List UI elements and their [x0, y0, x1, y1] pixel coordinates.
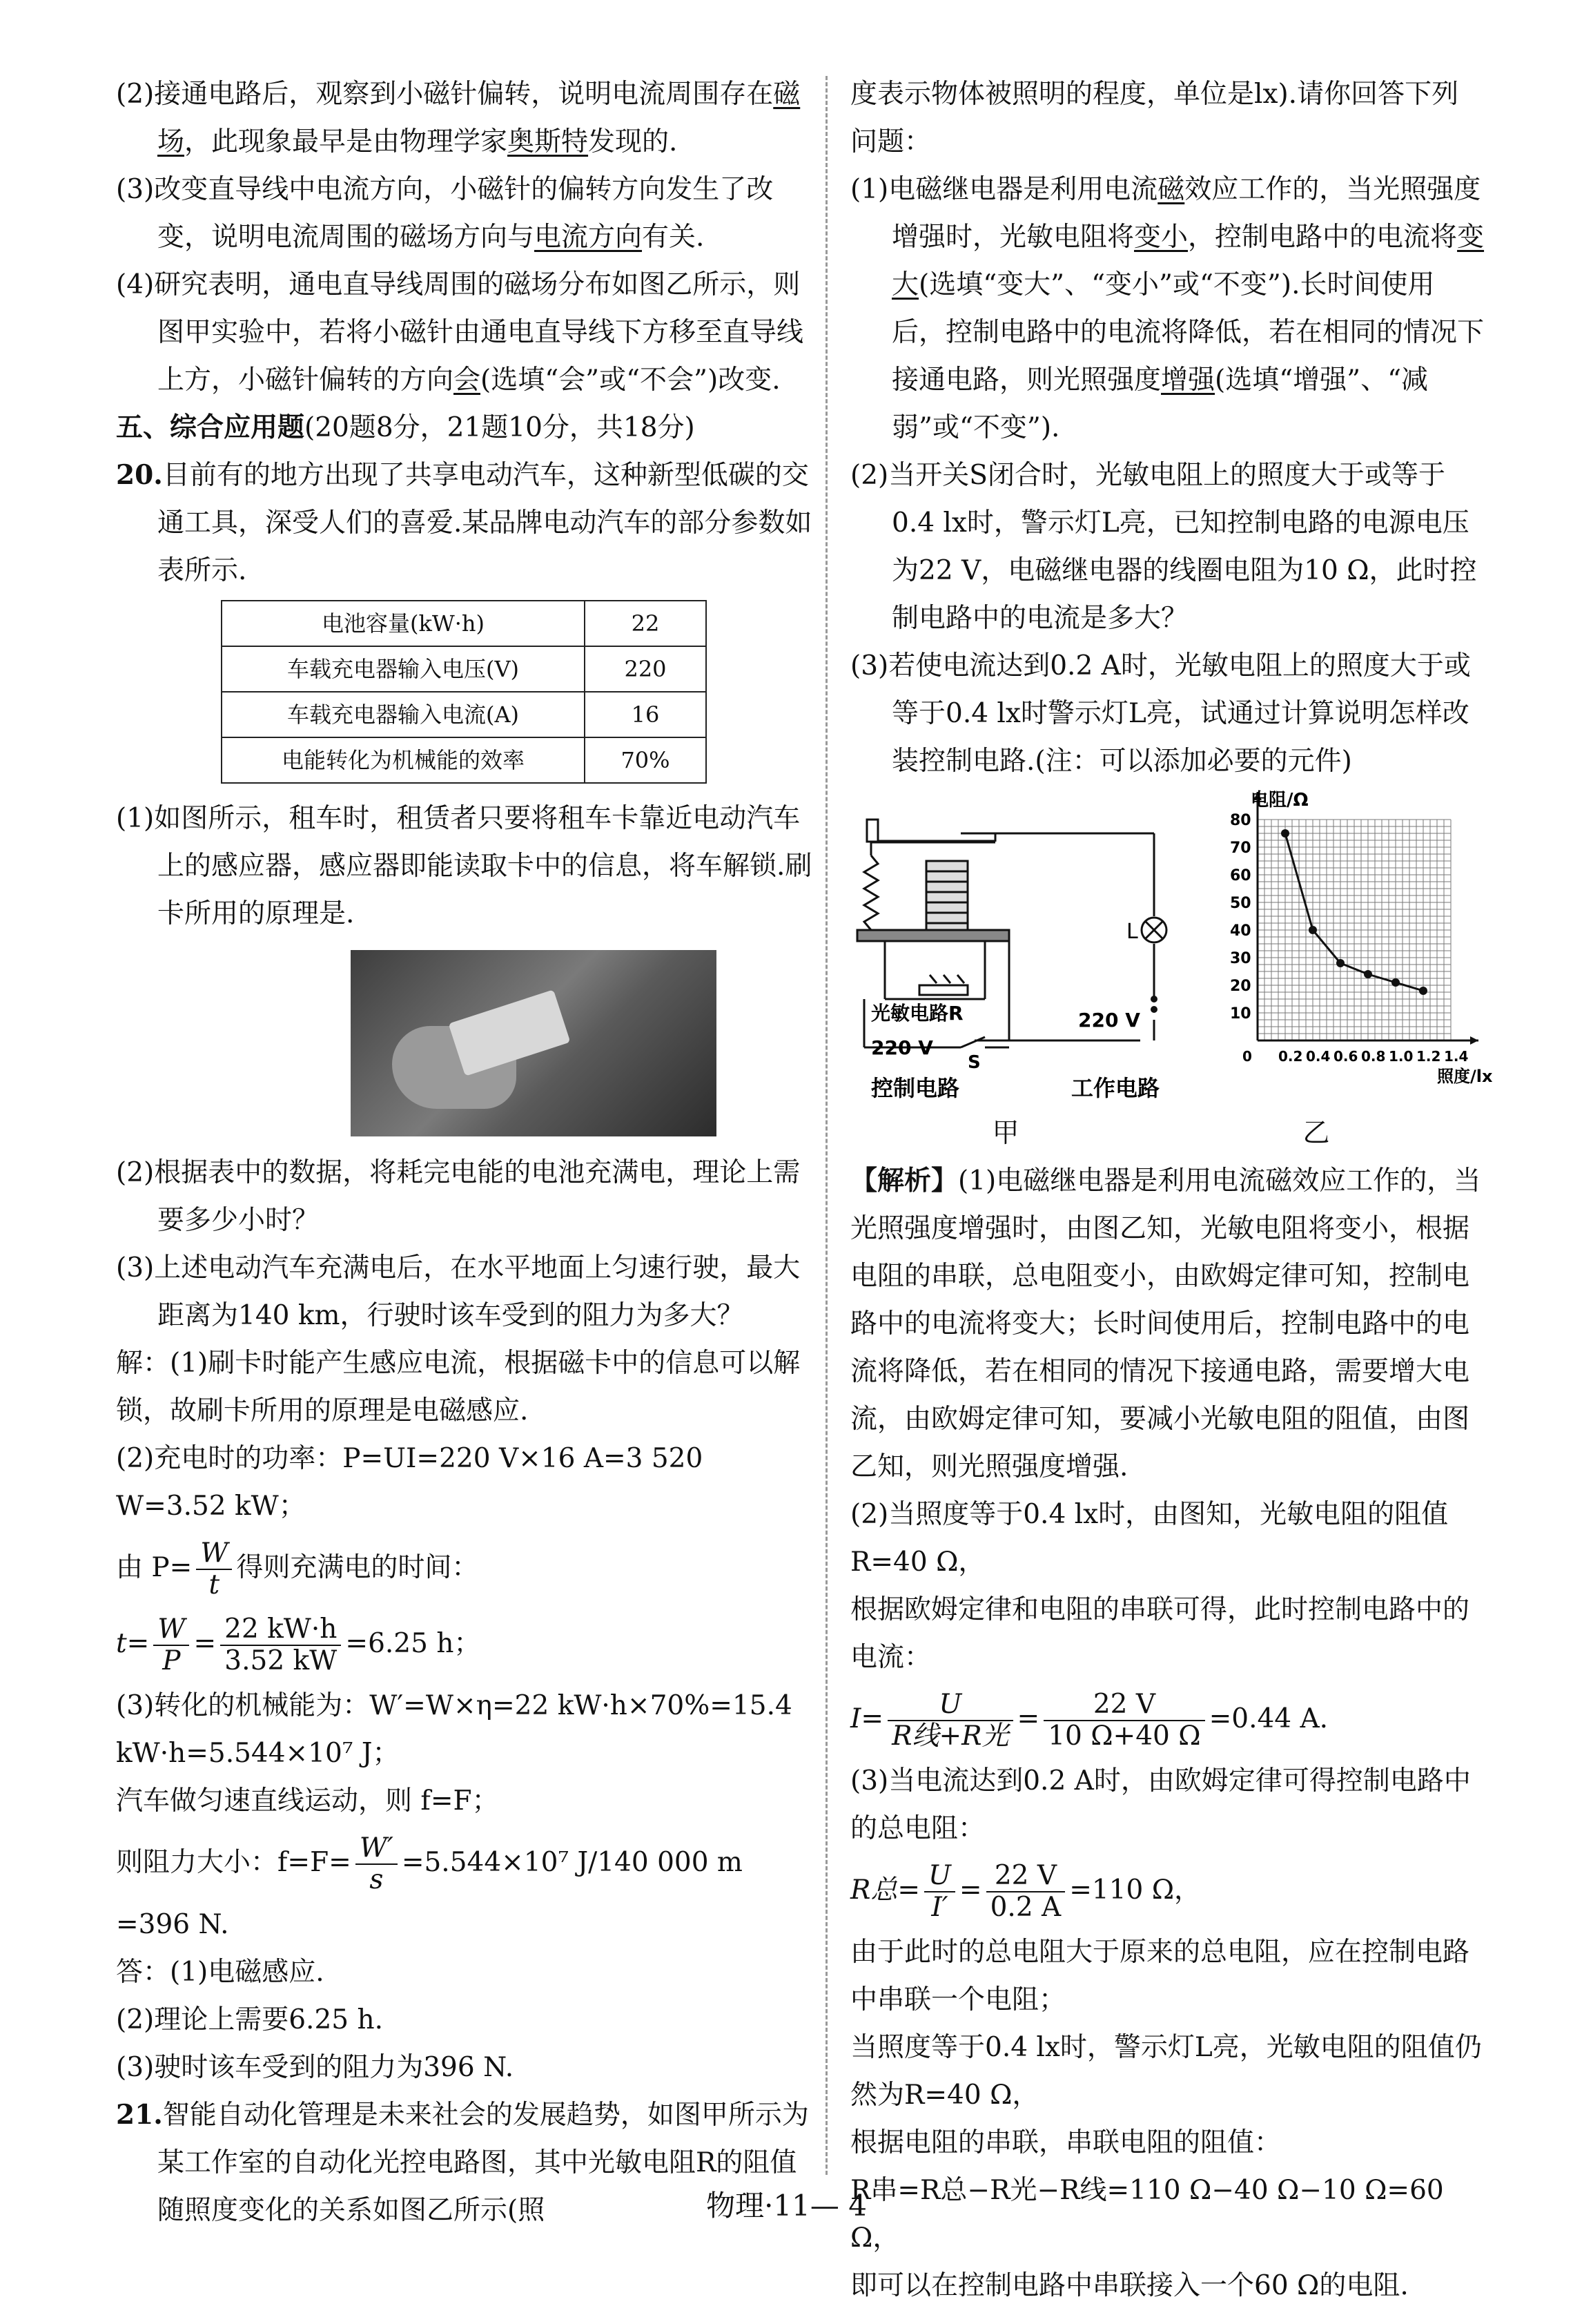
label-work-circuit: 工作电路 — [1071, 1075, 1160, 1101]
photoresistor — [919, 985, 968, 995]
q19-part4: (4)研究表明，通电直导线周围的磁场分布如图乙所示，则图甲实验中，若将小磁针由通电直导线下方移至直导线上方，小磁针偏转的方向会(选填“会”或“不会”)改变. — [116, 269, 804, 396]
resistance-chart — [1209, 778, 1499, 1103]
right-column — [850, 70, 1493, 2310]
q19-answer-direction: 电流方向 — [534, 222, 643, 253]
answer-line-1: 答：(1)电磁感应. — [116, 1957, 324, 1988]
solution-2b: 由 P= $\frac{W}{t}$ 得则充满电的时间： — [116, 1538, 479, 1600]
analysis-1: 【解析】(1)电磁继电器是利用电流磁效应工作的，当光照强度增强时，由图乙知，光敏电阻将变小，根据电阻的串联，总电阻变小，由欧姆定律可知，控制电路中的电流将变大；长时间使用后，控制电路中的电流将降低，若在相同的情况下接通电路，需要增大电流，由欧姆定律可知，要减小光敏电阻的阻值，由图乙知，则光照强度增强. — [850, 1165, 1481, 1482]
x-tick-label: 1.4 — [1444, 1048, 1469, 1065]
analysis-3f: R串=R总−R光−R线=110 Ω−40 Ω−10 Ω=60 Ω， — [850, 2175, 1444, 2254]
solution-2c: t= $\frac{W}{P}$ = $\frac{22 kW\cdot h}{3.52 kW}$ =6.25 h； — [116, 1614, 481, 1676]
q20-stem: 20.目前有的地方出现了共享电动汽车，这种新型低碳的交通工具，深受人们的喜爱.某品牌电动汽车的部分参数如表所示. — [116, 459, 812, 586]
data-point — [1281, 829, 1289, 837]
analysis-3c: 由于此时的总电阻大于原来的总电阻，应在控制电路中串联一个电阻； — [850, 1937, 1470, 2015]
analysis-3d: 当照度等于0.4 lx时，警示灯L亮，光敏电阻的阻值仍然为R=40 Ω， — [850, 2032, 1482, 2111]
y-tick-label: 30 — [1230, 950, 1251, 967]
q21-stem: 21.智能自动化管理是未来社会的发展趋势，如图甲所示为某工作室的自动化光控电路图，其中光敏电阻R的阻值随照度变化的关系如图乙所示(照 — [116, 2099, 809, 2226]
x-tick-label: 0.4 — [1306, 1048, 1331, 1065]
q21-stem-continued: 度表示物体被照明的程度，单位是lx).请你回答下列问题： — [850, 79, 1459, 157]
table-row: 电池容量(kW·h) 22 — [222, 601, 706, 646]
y-tick-label: 10 — [1230, 1005, 1251, 1023]
q21-part1: (1)电磁继电器是利用电流磁效应工作的，当光照强度增强时，光敏电阻将变小，控制电路中的电流将变大(选填“变大”、“变小”或“不变”).长时间使用后，控制电路中的电流将降低，若在相同的情况下接通电路，则光照强度增强(选填“增强”、“减弱”或“不变”). — [850, 174, 1485, 443]
y-tick-label: 50 — [1230, 895, 1251, 912]
solution-1: 解：(1)刷卡时能产生感应电流，根据磁卡中的信息可以解锁，故刷卡所用的原理是电磁感应. — [116, 1348, 801, 1426]
x-axis-arrow — [1470, 1036, 1478, 1045]
solution-3c: 则阻力大小：f=F= $\frac{W'}{s}$ =5.544×10⁷ J/140 000 m — [116, 1832, 743, 1895]
chart-title: 电阻/Ω — [1251, 790, 1309, 811]
label-voltage-work: 220 V — [1078, 1009, 1140, 1032]
table-row: 车载充电器输入电流(A) 16 — [222, 692, 706, 737]
y-tick-label: 40 — [1230, 922, 1251, 940]
label-voltage-control: 220 V — [871, 1036, 933, 1059]
section-title: 五、综合应用题(20题8分，21题10分，共18分) — [116, 411, 695, 443]
solution-3d: =396 N. — [116, 1909, 229, 1940]
q21-part2: (2)当开关S闭合时，光敏电阻上的照度大于或等于0.4 lx时，警示灯L亮，已知控制电路的电源电压为22 V，电磁继电器的线圈电阻为10 Ω，此时控制电路中的电流是多大？ — [850, 460, 1477, 634]
caption-jia: 甲 — [992, 1118, 1019, 1149]
data-point — [1391, 978, 1400, 987]
spring-shape — [864, 855, 878, 930]
solution-3a: (3)转化的机械能为：W′=W×η=22 kW·h×70%=15.4 kW·h=5.544×10⁷ J； — [116, 1690, 792, 1769]
table-row: 电能转化为机械能的效率 70% — [222, 737, 706, 783]
x-tick-label: 1.0 — [1389, 1048, 1414, 1065]
x-tick-label: 0.8 — [1361, 1048, 1386, 1065]
q20-part3: (3)上述电动汽车充满电后，在水平地面上匀速行驶，最大距离为140 km，行驶时该车受到的阻力为多大？ — [116, 1252, 801, 1331]
q19-part2: (2)接通电路后，观察到小磁针偏转，说明电流周围存在磁场，此现象最早是由物理学家奥斯特发现的. — [116, 79, 801, 157]
figures — [850, 790, 1493, 1116]
analysis-2c: I= $\frac{U}{\text{R线+R光}}$ = $\frac{22 V}{10 \Omega+40 \Omega}$ =0.44 A. — [850, 1689, 1329, 1752]
analysis-3e: 根据电阻的串联，串联电阻的阻值： — [850, 2127, 1282, 2158]
x-tick-label: 1.2 — [1416, 1048, 1441, 1065]
q20-part1: (1)如图所示，租车时，租赁者只要将租车卡靠近电动汽车上的感应器，感应器即能读取卡中的信息，将车解锁.刷卡所用的原理是. — [116, 803, 812, 929]
x-tick-label: 0.6 — [1333, 1048, 1358, 1065]
label-lamp: L — [1126, 920, 1138, 944]
q19-answer-field: 磁场 — [157, 79, 801, 157]
q21-part3: (3)若使电流达到0.2 A时，光敏电阻上的照度大于或等于0.4 lx时警示灯L亮，试通过计算说明怎样改装控制电路.(注：可以添加必要的元件) — [850, 650, 1471, 777]
x-tick-label: 0 — [1242, 1048, 1252, 1065]
analysis-3b: R总= $\frac{U}{I'}$ = $\frac{22 V}{0.2 A}$ =110 Ω， — [850, 1860, 1202, 1923]
analysis-3g: 即可以在控制电路中串联接入一个60 Ω的电阻. — [850, 2270, 1409, 2301]
circuit-diagram — [850, 792, 1209, 1116]
label-photoresistor: 光敏电路R — [871, 1002, 964, 1025]
card-swipe-photo — [351, 950, 716, 1136]
answer-line-3: (3)驶时该车受到的阻力为396 N. — [116, 2052, 514, 2083]
analysis-3a: (3)当电流达到0.2 A时，由欧姆定律可得控制电路中的总电阻： — [850, 1765, 1471, 1844]
figure-captions — [850, 1110, 1472, 1157]
q19-answer-will: 会 — [453, 365, 481, 396]
relay-base — [857, 930, 1009, 941]
y-tick-label: 60 — [1230, 867, 1251, 884]
analysis-2b: 根据欧姆定律和电阻的串联可得，此时控制电路中的电流： — [850, 1594, 1470, 1673]
left-column — [116, 70, 813, 2234]
data-point — [1364, 970, 1372, 978]
y-tick-label: 80 — [1230, 812, 1251, 829]
table-row: 车载充电器输入电压(V) 220 — [222, 646, 706, 692]
x-tick-label: 0.2 — [1278, 1048, 1303, 1065]
x-axis-label: 照度/lx — [1437, 1067, 1493, 1086]
analysis-2a: (2)当照度等于0.4 lx时，由图知，光敏电阻的阻值R=40 Ω， — [850, 1499, 1449, 1578]
data-point — [1419, 987, 1427, 995]
q19-answer-scientist: 奥斯特 — [507, 126, 589, 157]
data-point — [1336, 959, 1345, 967]
data-point — [1309, 926, 1317, 934]
answer-line-2: (2)理论上需要6.25 h. — [116, 2004, 383, 2035]
parameter-table — [221, 600, 707, 784]
column-divider — [825, 76, 828, 2175]
q20-part2: (2)根据表中的数据，将耗完电能的电池充满电，理论上需要多少小时？ — [116, 1157, 801, 1236]
label-control-circuit: 控制电路 — [871, 1075, 960, 1101]
caption-yi: 乙 — [1302, 1118, 1330, 1149]
q19-part3: (3)改变直导线中电流方向，小磁针的偏转方向发生了改变，说明电流周围的磁场方向与电流方向有关. — [116, 174, 774, 253]
solution-3b: 汽车做匀速直线运动，则 f=F； — [116, 1785, 499, 1817]
solution-2a: (2)充电时的功率：P=UI=220 V×16 A=3 520 W=3.52 kW； — [116, 1443, 703, 1522]
page-footer: 物理·11— 4 — [706, 2189, 867, 2223]
y-tick-label: 70 — [1230, 840, 1251, 857]
y-tick-label: 20 — [1230, 978, 1251, 995]
label-switch: S — [968, 1052, 981, 1073]
